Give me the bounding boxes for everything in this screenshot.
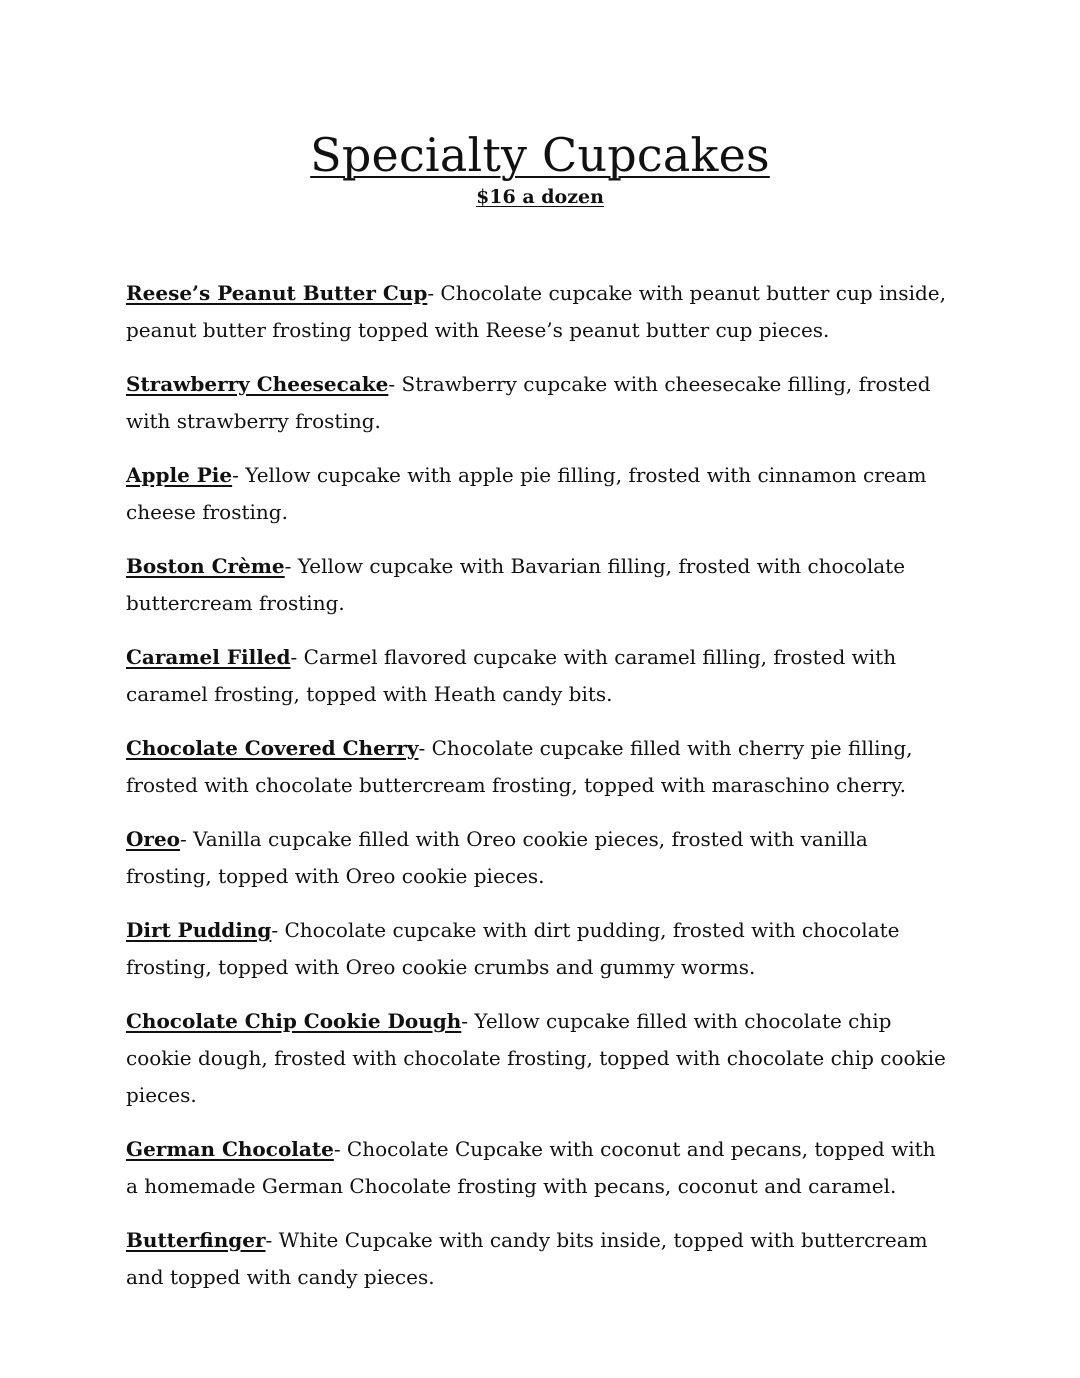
menu-item (126, 1003, 952, 1114)
menu-item-name: Oreo (126, 827, 181, 851)
menu-item-description: - Strawberry cupcake with cheesecake filling, frosted with strawberry frosting. (126, 372, 931, 433)
menu-item (126, 821, 952, 895)
menu-item-name: Caramel Filled (126, 645, 291, 669)
menu-item-name: Chocolate Covered Cherry (126, 736, 419, 760)
menu-item (126, 275, 952, 349)
menu-item-name: Dirt Pudding (126, 918, 272, 942)
menu-item-description: - Carmel flavored cupcake with caramel filling, frosted with caramel frosting, topped with Heath candy bits. (126, 645, 897, 706)
page-title: Specialty Cupcakes (310, 128, 770, 182)
menu-item-description: - White Cupcake with candy bits inside, topped with buttercream and topped with candy pieces. (126, 1228, 928, 1289)
menu-item-name: Boston Crème (126, 554, 285, 578)
menu-item (126, 457, 952, 531)
menu-item-description: - Chocolate cupcake filled with cherry pie filling, frosted with chocolate buttercream frosting, topped with maraschino cherry. (126, 736, 913, 797)
menu-item (126, 1131, 952, 1205)
menu-item (126, 548, 952, 622)
menu-item-description: - Yellow cupcake with Bavarian filling, frosted with chocolate buttercream frosting. (126, 554, 906, 615)
menu-item-name: Apple Pie (126, 463, 233, 487)
menu-item-description: - Vanilla cupcake filled with Oreo cookie pieces, frosted with vanilla frosting, topped with Oreo cookie pieces. (126, 827, 868, 888)
menu-item (126, 366, 952, 440)
menu-item-name: Chocolate Chip Cookie Dough (126, 1009, 462, 1033)
menu-item-name: Reese’s Peanut Butter Cup (126, 281, 428, 305)
menu-item-description: - Chocolate Cupcake with coconut and pecans, topped with a homemade German Chocolate frosting with pecans, coconut and caramel. (126, 1137, 936, 1198)
menu-item-name: Butterfinger (126, 1228, 266, 1252)
price-subtitle: $16 a dozen (476, 186, 604, 208)
cupcake-menu-list (126, 275, 952, 1313)
menu-item-description: - Yellow cupcake with apple pie filling, frosted with cinnamon cream cheese frosting. (126, 463, 927, 524)
menu-item-description: - Chocolate cupcake with peanut butter cup inside, peanut butter frosting topped with Reese’s peanut butter cup pieces. (126, 281, 946, 342)
menu-item (126, 639, 952, 713)
menu-item (126, 730, 952, 804)
menu-item-name: Strawberry Cheesecake (126, 372, 389, 396)
menu-item (126, 1222, 952, 1296)
menu-item (126, 912, 952, 986)
menu-item-name: German Chocolate (126, 1137, 334, 1161)
menu-item-description: - Yellow cupcake filled with chocolate chip cookie dough, frosted with chocolate frosting, topped with chocolate chip cookie pieces. (126, 1009, 946, 1107)
menu-item-description: - Chocolate cupcake with dirt pudding, frosted with chocolate frosting, topped with Oreo cookie crumbs and gummy worms. (126, 918, 900, 979)
